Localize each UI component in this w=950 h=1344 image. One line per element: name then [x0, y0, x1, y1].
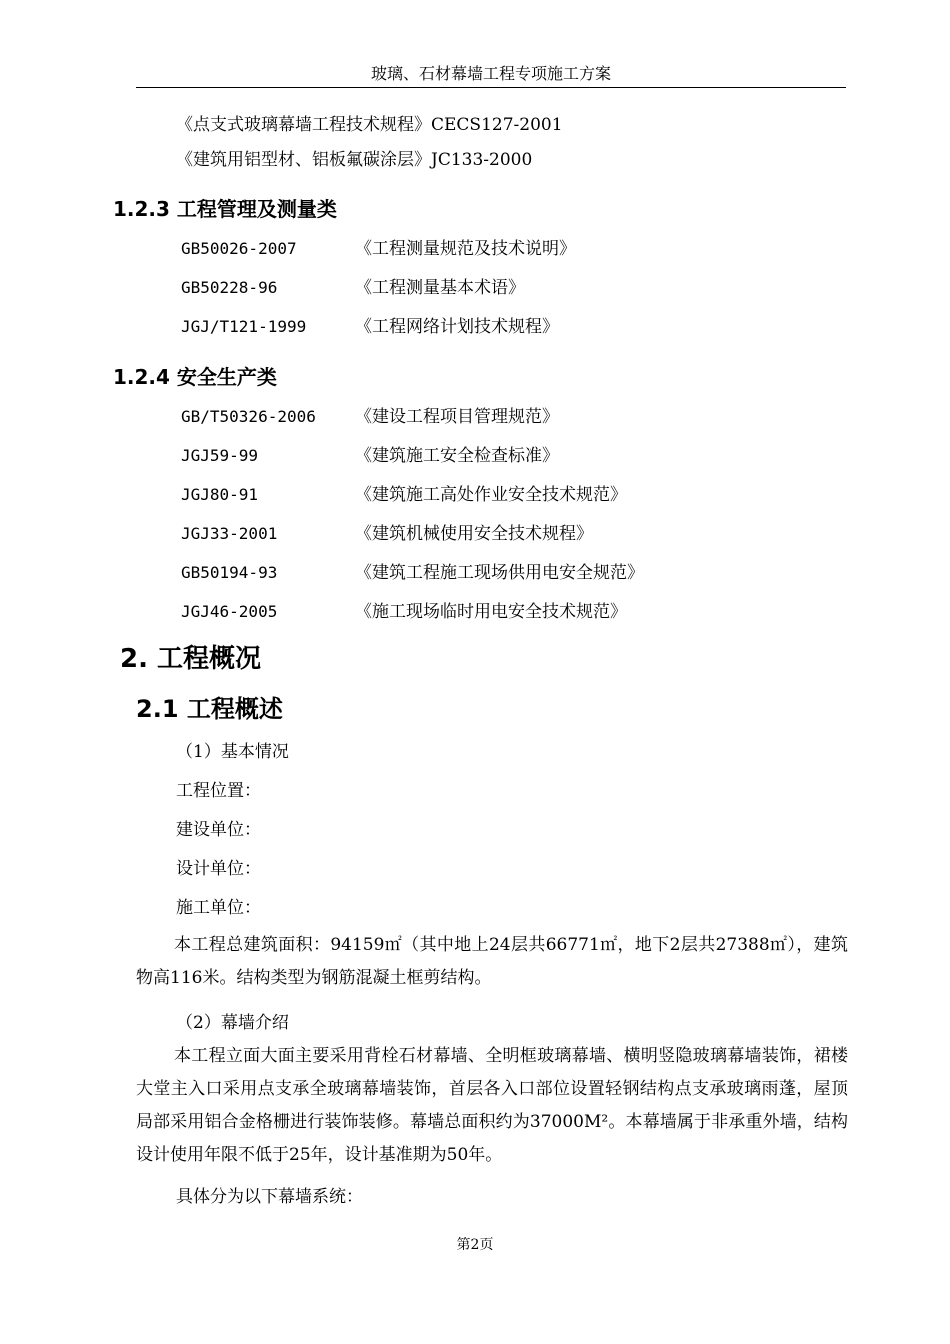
area-paragraph: 本工程总建筑面积：94159㎡（其中地上24层共66771㎡，地下2层共27388㎡），建筑物高116米。结构类型为钢筋混凝土框剪结构。 [136, 935, 848, 988]
standard-code: JGJ46-2005 [181, 602, 278, 621]
page-header: 玻璃、石材幕墙工程专项施工方案 [370, 64, 611, 83]
standard-title: 《建筑机械使用安全技术规程》 [355, 524, 593, 544]
standard-title: 《工程网络计划技术规程》 [355, 317, 559, 337]
field-label: 设计单位： [176, 859, 261, 879]
standard-code: GB/T50326-2006 [181, 407, 316, 426]
standard-title: 《建筑施工安全检查标准》 [355, 446, 559, 466]
subsection-label: （2）幕墙介绍 [176, 1013, 289, 1033]
section-heading-1-2-4: 1.2.4 安全生产类 [113, 365, 277, 389]
subsection-label: （1）基本情况 [176, 742, 289, 762]
standard-code: JGJ33-2001 [181, 524, 278, 543]
chapter-heading: 2. 工程概况 [120, 644, 262, 674]
section-heading-1-2-3: 1.2.3 工程管理及测量类 [113, 197, 337, 221]
reference-line: 《建筑用铝型材、铝板氟碳涂层》JC133-2000 [176, 150, 533, 170]
standard-code: JGJ/T121-1999 [181, 317, 307, 336]
header-rule [136, 87, 846, 88]
standard-title: 《建设工程项目管理规范》 [355, 407, 559, 427]
standard-code: GB50194-93 [181, 563, 278, 582]
standard-code: JGJ59-99 [181, 446, 259, 465]
field-label: 建设单位： [176, 820, 261, 840]
standard-title: 《施工现场临时用电安全技术规范》 [355, 602, 627, 622]
standard-title: 《工程测量规范及技术说明》 [355, 239, 576, 259]
reference-line: 《点支式玻璃幕墙工程技术规程》CECS127-2001 [176, 115, 563, 135]
standard-title: 《建筑施工高处作业安全技术规范》 [355, 485, 627, 505]
sub-heading: 2.1 工程概述 [136, 695, 283, 723]
standard-code: GB50228-96 [181, 278, 278, 297]
systems-intro: 具体分为以下幕墙系统： [176, 1187, 363, 1207]
field-label: 施工单位： [176, 898, 261, 918]
standard-title: 《建筑工程施工现场供用电安全规范》 [355, 563, 644, 583]
curtain-paragraph: 本工程立面大面主要采用背栓石材幕墙、全明框玻璃幕墙、横明竖隐玻璃幕墙装饰，裙楼大堂主入口采用点支承全玻璃幕墙装饰，首层各入口部位设置轻钢结构点支承玻璃雨蓬，屋顶局部采用铝合金格栅进行装饰装修。幕墙总面积约为37000M²。本幕墙属于非承重外墙，结构设计使用年限不低于25年，设计基准期为50年。 [136, 1046, 848, 1165]
standard-title: 《工程测量基本术语》 [355, 278, 525, 298]
field-label: 工程位置： [176, 781, 261, 801]
standard-code: GB50026-2007 [181, 239, 297, 258]
standard-code: JGJ80-91 [181, 485, 259, 504]
page-number: 第2页 [456, 1237, 494, 1253]
